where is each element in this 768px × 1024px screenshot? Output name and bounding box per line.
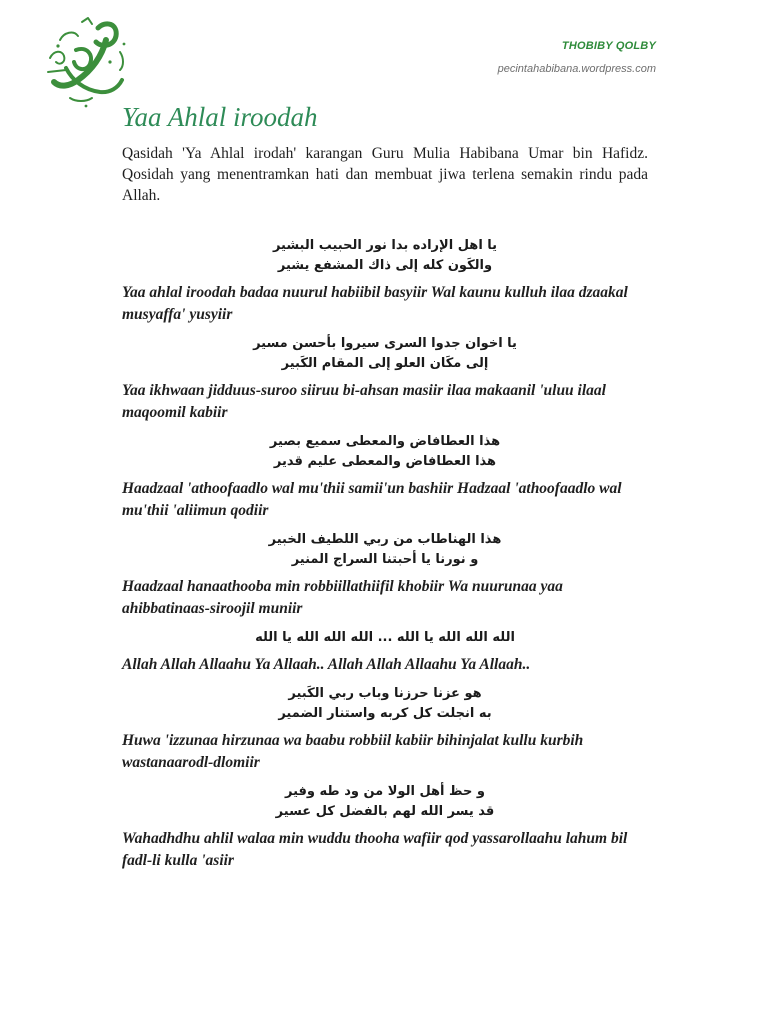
arabic-text: [122, 530, 648, 570]
arabic-line: قد يسر الله لهم بالفضل كل عسير: [275, 804, 495, 819]
verse-list: [122, 236, 648, 880]
arabic-line: والكَون كله إلى ذاك المشفع يشير: [277, 258, 493, 273]
verse-block: [122, 334, 648, 424]
verse-block: [122, 236, 648, 326]
latin-transliteration: Haadzaal hanaathooba min robbiillathiifil khobiir Wa nuurunaa yaa ahibbatinaas-siroojil muniir: [122, 578, 563, 617]
header: [498, 40, 656, 75]
arabic-line: يا اهل الإراده بدا نور الحبيب البشير: [272, 238, 498, 253]
arabic-text: [122, 628, 648, 648]
verse-block: [122, 782, 648, 872]
arabic-text: [122, 334, 648, 374]
arabic-line: و حظ أهل الولا من ود طه وفير: [285, 784, 485, 799]
brand-name: THOBIBY QOLBY: [561, 40, 656, 52]
latin-transliteration: Allah Allah Allaahu Ya Allaah.. Allah Allah Allaahu Ya Allaah..: [122, 656, 531, 673]
intro-paragraph: Qasidah 'Ya Ahlal irodah' karangan Guru Mulia Habibana Umar bin Hafidz. Qosidah yang menentramkan hati dan membuat jiwa terlena semakin rindu pada Allah.: [122, 145, 648, 204]
arabic-line: و نورنا يا أحبتنا السراج المنير: [291, 552, 479, 567]
verse-block: [122, 530, 648, 620]
latin-transliteration: Wahadhdhu ahlil walaa min wuddu thooha wafiir qod yassarollaahu lahum bil fadl-li kulla 'asiir: [122, 830, 628, 869]
verse-block: [122, 432, 648, 522]
arabic-line: يا اخوان جدوا السرى سيروا بأحسن مسير: [253, 336, 517, 351]
arabic-line: به انجلت كل كربه واستنار الضمير: [278, 706, 492, 721]
arabic-line: هذا الهناطاب من ربي اللطيف الخبير: [268, 532, 502, 547]
calligraphy-logo-icon: [36, 10, 136, 110]
verse-block: [122, 628, 648, 676]
latin-transliteration: Yaa ikhwaan jidduus-suroo siiruu bi-ahsan masiir ilaa makaanil 'uluu ilaal maqoomil kabiir: [122, 382, 606, 421]
arabic-line: هذا العطافاض والمعطى عليم قدير: [273, 454, 497, 469]
page-title: Yaa Ahlal iroodah: [122, 102, 318, 132]
site-url[interactable]: pecintahabibana.wordpress.com: [497, 63, 656, 75]
arabic-text: [122, 432, 648, 472]
latin-transliteration: Haadzaal 'athoofaadlo wal mu'thii samii'un bashiir Hadzaal 'athoofaadlo wal mu'thii 'aliimun qodiir: [122, 480, 622, 519]
arabic-line: هو عزنا حرزنا وباب ربي الكَبير: [288, 686, 482, 701]
latin-transliteration: Yaa ahlal iroodah badaa nuurul habiibil basyiir Wal kaunu kulluh ilaa dzaakal musyaffa' yusyiir: [122, 284, 628, 323]
arabic-line: هذا العطافاض والمعطى سميع بصير: [269, 434, 501, 449]
arabic-text: [122, 236, 648, 276]
latin-transliteration: Huwa 'izzunaa hirzunaa wa baabu robbiil kabiir bihinjalat kullu kurbih wastanaarodl-dlomiir: [122, 732, 584, 771]
verse-block: [122, 684, 648, 774]
arabic-line: إلى مكَان العلو إلى المقام الكَبير: [281, 356, 489, 371]
arabic-text: [122, 684, 648, 724]
arabic-text: [122, 782, 648, 822]
arabic-line: الله الله الله يا الله ... الله الله الله يا الله: [255, 630, 515, 645]
